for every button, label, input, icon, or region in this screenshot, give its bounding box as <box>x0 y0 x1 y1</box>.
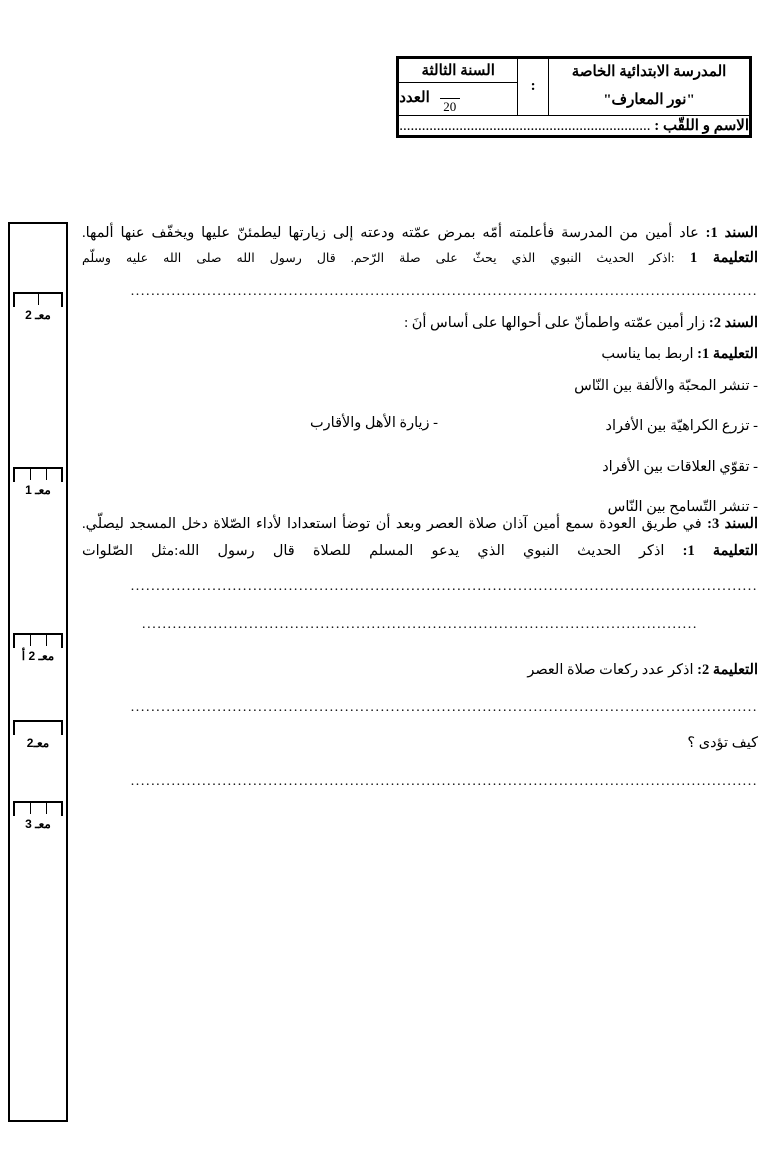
support-2-label: السند 2: <box>708 314 758 331</box>
school-name-cell <box>549 58 751 116</box>
answer-dots-3: ............................................................................................................. <box>142 617 698 633</box>
school-year-cell: السنة الثالثة <box>398 58 518 83</box>
student-name-label: الاسم و اللقّب : <box>654 117 749 134</box>
matching-option[interactable]: - تزرع الكراهيّة بين الأفراد <box>605 418 758 435</box>
mark-label: العدد <box>399 89 430 106</box>
grading-marker[interactable] <box>13 720 63 750</box>
grading-ticks <box>13 801 63 816</box>
answer-line-4[interactable] <box>82 697 758 720</box>
support-1-text: عاد أمين من المدرسة فأعلمته أمّه بمرض عمّته ودعته إلى زيارتها ليطمئنّ عليها ويخفّف عنها ألمها. <box>82 225 699 241</box>
matching-option[interactable]: - تنشر التّسامح بين النّاس <box>607 499 758 516</box>
matching-option[interactable]: - تنشر المحبّة والألفة بين النّاس <box>574 377 758 394</box>
grading-ticks <box>13 467 63 482</box>
matching-prompt-item[interactable]: - زيارة الأهل والأقارب <box>310 414 438 431</box>
support-3-text: في طريق العودة سمع أمين آذان صلاة العصر وبعد أن توضأ استعدادا لأداء الصّلاة دخل المسجد ليصلّي. <box>82 515 702 532</box>
grading-marker[interactable] <box>13 801 63 831</box>
grading-ticks <box>13 292 63 307</box>
answer-dots-4: ........................................................................................................................... <box>130 699 758 715</box>
matching-exercise[interactable] <box>82 375 758 516</box>
mark-numerator-blank[interactable] <box>440 89 460 99</box>
instruction-3-text: اذكر الحديث النبوي الذي يدعو المسلم للصلاة قال رسول الله:مثل الصّلوات <box>82 543 665 560</box>
answer-dots-2: ........................................................................................................................... <box>130 578 758 594</box>
subject-colon: : <box>530 78 536 95</box>
grading-marker[interactable] <box>13 633 63 663</box>
answer-dots-5: ........................................................................................................................... <box>130 774 758 790</box>
school-name-line1: المدرسة الابتدائية الخاصة <box>571 64 727 80</box>
answer-dots-1: ........................................................................................................................... <box>130 283 758 299</box>
header-row-3 <box>398 115 751 136</box>
instruction-2-paragraph <box>82 343 758 366</box>
instruction-2-label: التعليمة 1: <box>697 346 758 363</box>
matching-option[interactable]: - تقوّي العلاقات بين الأفراد <box>602 458 758 475</box>
mark-denominator: 20 <box>443 99 457 115</box>
grading-marker[interactable] <box>13 292 63 322</box>
support-3-label: السند 3: <box>707 515 759 532</box>
instruction-2-text: اربط بما يناسب <box>601 346 694 363</box>
support-1-paragraph <box>82 222 758 245</box>
mark-fraction <box>440 89 460 113</box>
grading-marker-label: معـ 2 أ <box>21 649 55 663</box>
support-1-label: السند 1: <box>705 225 759 241</box>
school-name-line2: "نور المعارف" <box>603 91 695 108</box>
support-2-paragraph <box>82 312 758 335</box>
student-name-dots: ................................................................... <box>399 117 651 134</box>
grading-ticks <box>13 720 63 735</box>
answer-line-5[interactable] <box>82 771 758 794</box>
grading-marker-label: معـ2 <box>26 736 50 750</box>
answer-line-3[interactable] <box>82 614 758 645</box>
instruction-3-paragraph <box>82 540 758 563</box>
support-2-text: زار أمين عمّته واطمأنّ على أحوالها على أساس أنَ : <box>404 314 706 331</box>
instruction-1a-text: :اذكر الحديث النبوي الذي يحثّ على صلة الرّحم. قال رسول الله صلى الله عليه وسلّم <box>82 251 675 266</box>
grading-ticks <box>13 633 63 648</box>
worksheet-content <box>82 222 758 802</box>
matching-options-column <box>458 375 758 537</box>
instruction-1a-paragraph <box>82 247 758 270</box>
instruction-4-text: اذكر عدد ركعات صلاة العصر <box>527 662 694 679</box>
grading-margin-column <box>8 222 68 1122</box>
instruction-3-label: التعليمة 1: <box>682 543 759 560</box>
subject-cell[interactable] <box>518 58 549 116</box>
grading-marker-label: معـ 1 <box>25 483 51 497</box>
grading-marker-label: معـ 2 <box>25 308 51 322</box>
student-name-cell[interactable] <box>398 115 751 136</box>
instruction-4-label: التعليمة 2: <box>697 662 758 679</box>
answer-line-2[interactable] <box>82 576 758 599</box>
final-question: كيف تؤدى ؟ <box>687 734 758 751</box>
mark-cell[interactable] <box>398 82 518 115</box>
grading-marker-label: معـ 3 <box>25 817 51 831</box>
header-table <box>396 56 752 138</box>
grading-marker[interactable] <box>13 467 63 497</box>
header-row-1 <box>398 58 751 83</box>
instruction-4-paragraph <box>82 659 758 682</box>
answer-line-1[interactable] <box>82 281 758 304</box>
instruction-1a-label: التعليمة 1 <box>690 250 759 267</box>
